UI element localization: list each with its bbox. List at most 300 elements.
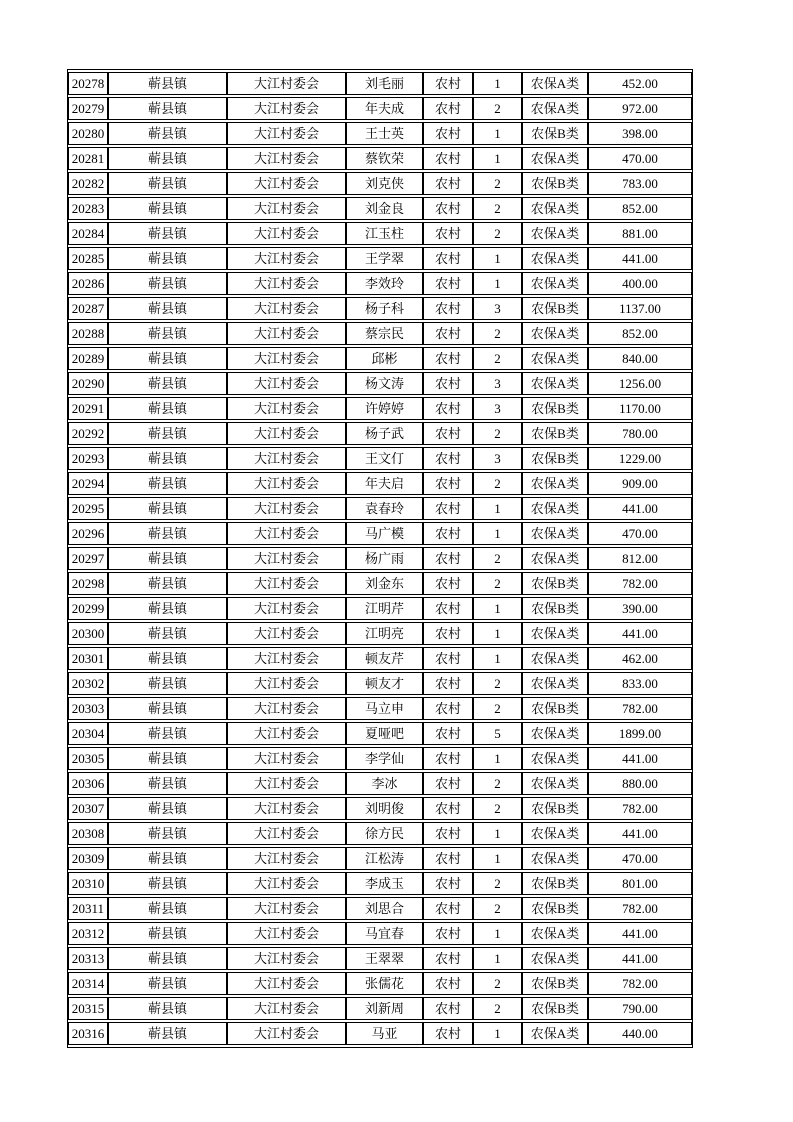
cell-seq: 20281	[68, 147, 108, 170]
cell-name: 王文仃	[346, 447, 423, 470]
cell-amount: 782.00	[588, 897, 692, 920]
cell-seq: 20289	[68, 347, 108, 370]
cell-name: 邱彬	[346, 347, 423, 370]
cell-town: 蕲县镇	[108, 997, 227, 1020]
cell-seq: 20278	[68, 72, 108, 95]
cell-persons: 1	[473, 647, 522, 670]
cell-village: 大江村委会	[227, 522, 346, 545]
cell-amount: 470.00	[588, 522, 692, 545]
cell-name: 徐方民	[346, 822, 423, 845]
cell-name: 王学翠	[346, 247, 423, 270]
cell-category: 农保A类	[522, 922, 588, 945]
cell-seq: 20312	[68, 922, 108, 945]
cell-town: 蕲县镇	[108, 497, 227, 520]
cell-name: 刘金良	[346, 197, 423, 220]
table-row	[68, 597, 692, 620]
cell-persons: 2	[473, 797, 522, 820]
table-row	[68, 647, 692, 670]
cell-seq: 20304	[68, 722, 108, 745]
cell-amount: 780.00	[588, 422, 692, 445]
cell-residence: 农村	[423, 347, 473, 370]
cell-seq: 20302	[68, 672, 108, 695]
cell-category: 农保A类	[522, 522, 588, 545]
table-row	[68, 797, 692, 820]
table-row	[68, 522, 692, 545]
cell-name: 刘明俊	[346, 797, 423, 820]
cell-amount: 782.00	[588, 972, 692, 995]
cell-amount: 801.00	[588, 872, 692, 895]
cell-category: 农保A类	[522, 1022, 588, 1045]
cell-seq: 20313	[68, 947, 108, 970]
cell-village: 大江村委会	[227, 422, 346, 445]
cell-amount: 400.00	[588, 272, 692, 295]
cell-persons: 1	[473, 272, 522, 295]
cell-residence: 农村	[423, 272, 473, 295]
table-row	[68, 547, 692, 570]
cell-amount: 1256.00	[588, 372, 692, 395]
cell-town: 蕲县镇	[108, 172, 227, 195]
cell-village: 大江村委会	[227, 497, 346, 520]
cell-amount: 812.00	[588, 547, 692, 570]
cell-name: 张儒花	[346, 972, 423, 995]
cell-residence: 农村	[423, 247, 473, 270]
cell-residence: 农村	[423, 747, 473, 770]
cell-category: 农保A类	[522, 497, 588, 520]
cell-seq: 20291	[68, 397, 108, 420]
cell-village: 大江村委会	[227, 672, 346, 695]
cell-seq: 20308	[68, 822, 108, 845]
cell-town: 蕲县镇	[108, 847, 227, 870]
cell-persons: 2	[473, 547, 522, 570]
table-row	[68, 297, 692, 320]
cell-town: 蕲县镇	[108, 972, 227, 995]
cell-name: 顿友芹	[346, 647, 423, 670]
cell-residence: 农村	[423, 722, 473, 745]
cell-name: 顿友才	[346, 672, 423, 695]
cell-residence: 农村	[423, 147, 473, 170]
cell-name: 年夫启	[346, 472, 423, 495]
cell-name: 江明芹	[346, 597, 423, 620]
table-row	[68, 197, 692, 220]
cell-town: 蕲县镇	[108, 222, 227, 245]
cell-town: 蕲县镇	[108, 97, 227, 120]
cell-persons: 1	[473, 947, 522, 970]
cell-seq: 20295	[68, 497, 108, 520]
cell-village: 大江村委会	[227, 122, 346, 145]
cell-amount: 1229.00	[588, 447, 692, 470]
cell-residence: 农村	[423, 397, 473, 420]
cell-name: 杨广雨	[346, 547, 423, 570]
cell-town: 蕲县镇	[108, 322, 227, 345]
cell-seq: 20286	[68, 272, 108, 295]
cell-persons: 1	[473, 247, 522, 270]
cell-seq: 20287	[68, 297, 108, 320]
cell-persons: 2	[473, 697, 522, 720]
cell-amount: 840.00	[588, 347, 692, 370]
cell-town: 蕲县镇	[108, 547, 227, 570]
cell-amount: 972.00	[588, 97, 692, 120]
cell-category: 农保B类	[522, 897, 588, 920]
cell-category: 农保A类	[522, 547, 588, 570]
cell-town: 蕲县镇	[108, 422, 227, 445]
cell-amount: 441.00	[588, 622, 692, 645]
table-row	[68, 872, 692, 895]
cell-village: 大江村委会	[227, 797, 346, 820]
cell-residence: 农村	[423, 972, 473, 995]
cell-seq: 20283	[68, 197, 108, 220]
cell-village: 大江村委会	[227, 322, 346, 345]
table-row	[68, 772, 692, 795]
cell-persons: 1	[473, 922, 522, 945]
cell-name: 刘金东	[346, 572, 423, 595]
cell-name: 马立申	[346, 697, 423, 720]
cell-seq: 20279	[68, 97, 108, 120]
cell-residence: 农村	[423, 922, 473, 945]
cell-name: 江松涛	[346, 847, 423, 870]
cell-residence: 农村	[423, 372, 473, 395]
table-row	[68, 897, 692, 920]
cell-persons: 2	[473, 997, 522, 1020]
cell-amount: 1137.00	[588, 297, 692, 320]
cell-town: 蕲县镇	[108, 872, 227, 895]
cell-village: 大江村委会	[227, 197, 346, 220]
table-row	[68, 147, 692, 170]
cell-persons: 3	[473, 372, 522, 395]
cell-amount: 1899.00	[588, 722, 692, 745]
cell-persons: 2	[473, 197, 522, 220]
cell-residence: 农村	[423, 472, 473, 495]
cell-residence: 农村	[423, 597, 473, 620]
cell-residence: 农村	[423, 647, 473, 670]
cell-category: 农保A类	[522, 672, 588, 695]
table-row	[68, 697, 692, 720]
cell-category: 农保B类	[522, 972, 588, 995]
cell-name: 江玉柱	[346, 222, 423, 245]
cell-category: 农保B类	[522, 397, 588, 420]
table-row	[68, 122, 692, 145]
cell-amount: 441.00	[588, 747, 692, 770]
cell-village: 大江村委会	[227, 72, 346, 95]
cell-persons: 2	[473, 97, 522, 120]
cell-amount: 790.00	[588, 997, 692, 1020]
cell-village: 大江村委会	[227, 897, 346, 920]
cell-residence: 农村	[423, 297, 473, 320]
cell-category: 农保A类	[522, 647, 588, 670]
cell-residence: 农村	[423, 847, 473, 870]
cell-persons: 1	[473, 122, 522, 145]
table-row	[68, 72, 692, 95]
cell-name: 李成玉	[346, 872, 423, 895]
cell-seq: 20307	[68, 797, 108, 820]
cell-seq: 20296	[68, 522, 108, 545]
cell-residence: 农村	[423, 422, 473, 445]
cell-amount: 452.00	[588, 72, 692, 95]
cell-category: 农保A类	[522, 147, 588, 170]
cell-amount: 852.00	[588, 197, 692, 220]
cell-amount: 909.00	[588, 472, 692, 495]
cell-town: 蕲县镇	[108, 522, 227, 545]
cell-persons: 1	[473, 497, 522, 520]
cell-category: 农保A类	[522, 722, 588, 745]
table-row	[68, 747, 692, 770]
cell-residence: 农村	[423, 547, 473, 570]
cell-category: 农保B类	[522, 172, 588, 195]
cell-village: 大江村委会	[227, 247, 346, 270]
cell-village: 大江村委会	[227, 597, 346, 620]
cell-amount: 1170.00	[588, 397, 692, 420]
pension-roster-table	[67, 69, 693, 1048]
cell-town: 蕲县镇	[108, 922, 227, 945]
cell-persons: 2	[473, 472, 522, 495]
table-row	[68, 997, 692, 1020]
table-row	[68, 572, 692, 595]
cell-village: 大江村委会	[227, 772, 346, 795]
table-row	[68, 497, 692, 520]
cell-town: 蕲县镇	[108, 722, 227, 745]
cell-name: 刘新周	[346, 997, 423, 1020]
cell-name: 许婷婷	[346, 397, 423, 420]
cell-seq: 20292	[68, 422, 108, 445]
cell-category: 农保A类	[522, 247, 588, 270]
table-row	[68, 1022, 692, 1045]
table-row	[68, 397, 692, 420]
cell-amount: 880.00	[588, 772, 692, 795]
cell-amount: 462.00	[588, 647, 692, 670]
cell-category: 农保A类	[522, 97, 588, 120]
table-row	[68, 422, 692, 445]
cell-seq: 20285	[68, 247, 108, 270]
cell-name: 年夫成	[346, 97, 423, 120]
cell-name: 夏哑吧	[346, 722, 423, 745]
cell-category: 农保A类	[522, 272, 588, 295]
cell-amount: 782.00	[588, 797, 692, 820]
cell-name: 王士英	[346, 122, 423, 145]
cell-persons: 2	[473, 222, 522, 245]
cell-village: 大江村委会	[227, 97, 346, 120]
cell-town: 蕲县镇	[108, 347, 227, 370]
cell-persons: 2	[473, 572, 522, 595]
cell-name: 蔡钦荣	[346, 147, 423, 170]
cell-persons: 1	[473, 597, 522, 620]
cell-persons: 2	[473, 972, 522, 995]
cell-seq: 20288	[68, 322, 108, 345]
cell-persons: 2	[473, 872, 522, 895]
cell-name: 袁春玲	[346, 497, 423, 520]
cell-seq: 20309	[68, 847, 108, 870]
cell-amount: 782.00	[588, 697, 692, 720]
cell-residence: 农村	[423, 572, 473, 595]
cell-name: 李效玲	[346, 272, 423, 295]
cell-town: 蕲县镇	[108, 747, 227, 770]
cell-village: 大江村委会	[227, 547, 346, 570]
cell-town: 蕲县镇	[108, 672, 227, 695]
table-row	[68, 847, 692, 870]
cell-seq: 20280	[68, 122, 108, 145]
cell-persons: 3	[473, 397, 522, 420]
cell-residence: 农村	[423, 447, 473, 470]
cell-persons: 1	[473, 822, 522, 845]
cell-residence: 农村	[423, 997, 473, 1020]
cell-village: 大江村委会	[227, 272, 346, 295]
cell-village: 大江村委会	[227, 372, 346, 395]
cell-village: 大江村委会	[227, 872, 346, 895]
cell-seq: 20306	[68, 772, 108, 795]
cell-name: 蔡宗民	[346, 322, 423, 345]
cell-residence: 农村	[423, 497, 473, 520]
cell-seq: 20298	[68, 572, 108, 595]
cell-amount: 470.00	[588, 847, 692, 870]
cell-persons: 3	[473, 447, 522, 470]
cell-town: 蕲县镇	[108, 597, 227, 620]
cell-persons: 1	[473, 1022, 522, 1045]
cell-amount: 783.00	[588, 172, 692, 195]
cell-residence: 农村	[423, 697, 473, 720]
pension-table-body	[68, 72, 692, 1045]
cell-name: 刘思合	[346, 897, 423, 920]
table-row	[68, 672, 692, 695]
cell-name: 马宜春	[346, 922, 423, 945]
cell-residence: 农村	[423, 622, 473, 645]
cell-town: 蕲县镇	[108, 72, 227, 95]
cell-name: 杨子科	[346, 297, 423, 320]
cell-amount: 440.00	[588, 1022, 692, 1045]
table-row	[68, 472, 692, 495]
cell-residence: 农村	[423, 822, 473, 845]
cell-village: 大江村委会	[227, 472, 346, 495]
cell-amount: 441.00	[588, 247, 692, 270]
cell-village: 大江村委会	[227, 397, 346, 420]
cell-category: 农保A类	[522, 947, 588, 970]
cell-village: 大江村委会	[227, 972, 346, 995]
cell-category: 农保A类	[522, 472, 588, 495]
cell-seq: 20310	[68, 872, 108, 895]
table-row	[68, 322, 692, 345]
cell-amount: 398.00	[588, 122, 692, 145]
cell-village: 大江村委会	[227, 297, 346, 320]
cell-town: 蕲县镇	[108, 572, 227, 595]
table-row	[68, 947, 692, 970]
cell-village: 大江村委会	[227, 172, 346, 195]
cell-amount: 881.00	[588, 222, 692, 245]
cell-name: 刘毛丽	[346, 72, 423, 95]
cell-village: 大江村委会	[227, 947, 346, 970]
cell-village: 大江村委会	[227, 697, 346, 720]
cell-persons: 2	[473, 672, 522, 695]
cell-town: 蕲县镇	[108, 372, 227, 395]
cell-residence: 农村	[423, 197, 473, 220]
cell-seq: 20299	[68, 597, 108, 620]
cell-amount: 441.00	[588, 947, 692, 970]
cell-category: 农保B类	[522, 422, 588, 445]
cell-name: 刘克侠	[346, 172, 423, 195]
cell-persons: 1	[473, 522, 522, 545]
cell-town: 蕲县镇	[108, 197, 227, 220]
cell-residence: 农村	[423, 1022, 473, 1045]
cell-town: 蕲县镇	[108, 797, 227, 820]
cell-category: 农保A类	[522, 847, 588, 870]
cell-name: 王翠翠	[346, 947, 423, 970]
cell-persons: 2	[473, 772, 522, 795]
cell-amount: 441.00	[588, 922, 692, 945]
cell-persons: 2	[473, 897, 522, 920]
cell-name: 杨文涛	[346, 372, 423, 395]
cell-village: 大江村委会	[227, 747, 346, 770]
cell-residence: 农村	[423, 222, 473, 245]
cell-village: 大江村委会	[227, 447, 346, 470]
cell-persons: 1	[473, 847, 522, 870]
cell-seq: 20311	[68, 897, 108, 920]
table-row	[68, 172, 692, 195]
cell-category: 农保B类	[522, 597, 588, 620]
cell-residence: 农村	[423, 97, 473, 120]
cell-category: 农保B类	[522, 797, 588, 820]
cell-town: 蕲县镇	[108, 1022, 227, 1045]
cell-village: 大江村委会	[227, 847, 346, 870]
cell-residence: 农村	[423, 122, 473, 145]
table-row	[68, 97, 692, 120]
cell-category: 农保B类	[522, 872, 588, 895]
cell-residence: 农村	[423, 872, 473, 895]
cell-town: 蕲县镇	[108, 947, 227, 970]
cell-category: 农保A类	[522, 347, 588, 370]
cell-village: 大江村委会	[227, 922, 346, 945]
table-row	[68, 972, 692, 995]
table-row	[68, 922, 692, 945]
cell-seq: 20293	[68, 447, 108, 470]
cell-persons: 1	[473, 72, 522, 95]
cell-name: 江明亮	[346, 622, 423, 645]
cell-category: 农保B类	[522, 997, 588, 1020]
cell-amount: 441.00	[588, 822, 692, 845]
cell-amount: 390.00	[588, 597, 692, 620]
cell-town: 蕲县镇	[108, 397, 227, 420]
cell-category: 农保A类	[522, 322, 588, 345]
cell-category: 农保A类	[522, 197, 588, 220]
cell-category: 农保A类	[522, 747, 588, 770]
cell-category: 农保A类	[522, 222, 588, 245]
table-row	[68, 272, 692, 295]
cell-seq: 20282	[68, 172, 108, 195]
cell-category: 农保B类	[522, 122, 588, 145]
cell-town: 蕲县镇	[108, 697, 227, 720]
cell-town: 蕲县镇	[108, 272, 227, 295]
cell-village: 大江村委会	[227, 222, 346, 245]
cell-seq: 20314	[68, 972, 108, 995]
cell-name: 马广模	[346, 522, 423, 545]
cell-residence: 农村	[423, 897, 473, 920]
cell-persons: 2	[473, 322, 522, 345]
cell-persons: 1	[473, 622, 522, 645]
cell-seq: 20301	[68, 647, 108, 670]
cell-persons: 5	[473, 722, 522, 745]
table-row	[68, 372, 692, 395]
cell-category: 农保A类	[522, 372, 588, 395]
cell-seq: 20303	[68, 697, 108, 720]
cell-amount: 782.00	[588, 572, 692, 595]
cell-town: 蕲县镇	[108, 772, 227, 795]
cell-residence: 农村	[423, 797, 473, 820]
cell-town: 蕲县镇	[108, 622, 227, 645]
cell-town: 蕲县镇	[108, 447, 227, 470]
cell-village: 大江村委会	[227, 997, 346, 1020]
cell-seq: 20290	[68, 372, 108, 395]
cell-town: 蕲县镇	[108, 147, 227, 170]
cell-seq: 20300	[68, 622, 108, 645]
cell-amount: 833.00	[588, 672, 692, 695]
cell-persons: 2	[473, 347, 522, 370]
cell-seq: 20316	[68, 1022, 108, 1045]
cell-village: 大江村委会	[227, 622, 346, 645]
